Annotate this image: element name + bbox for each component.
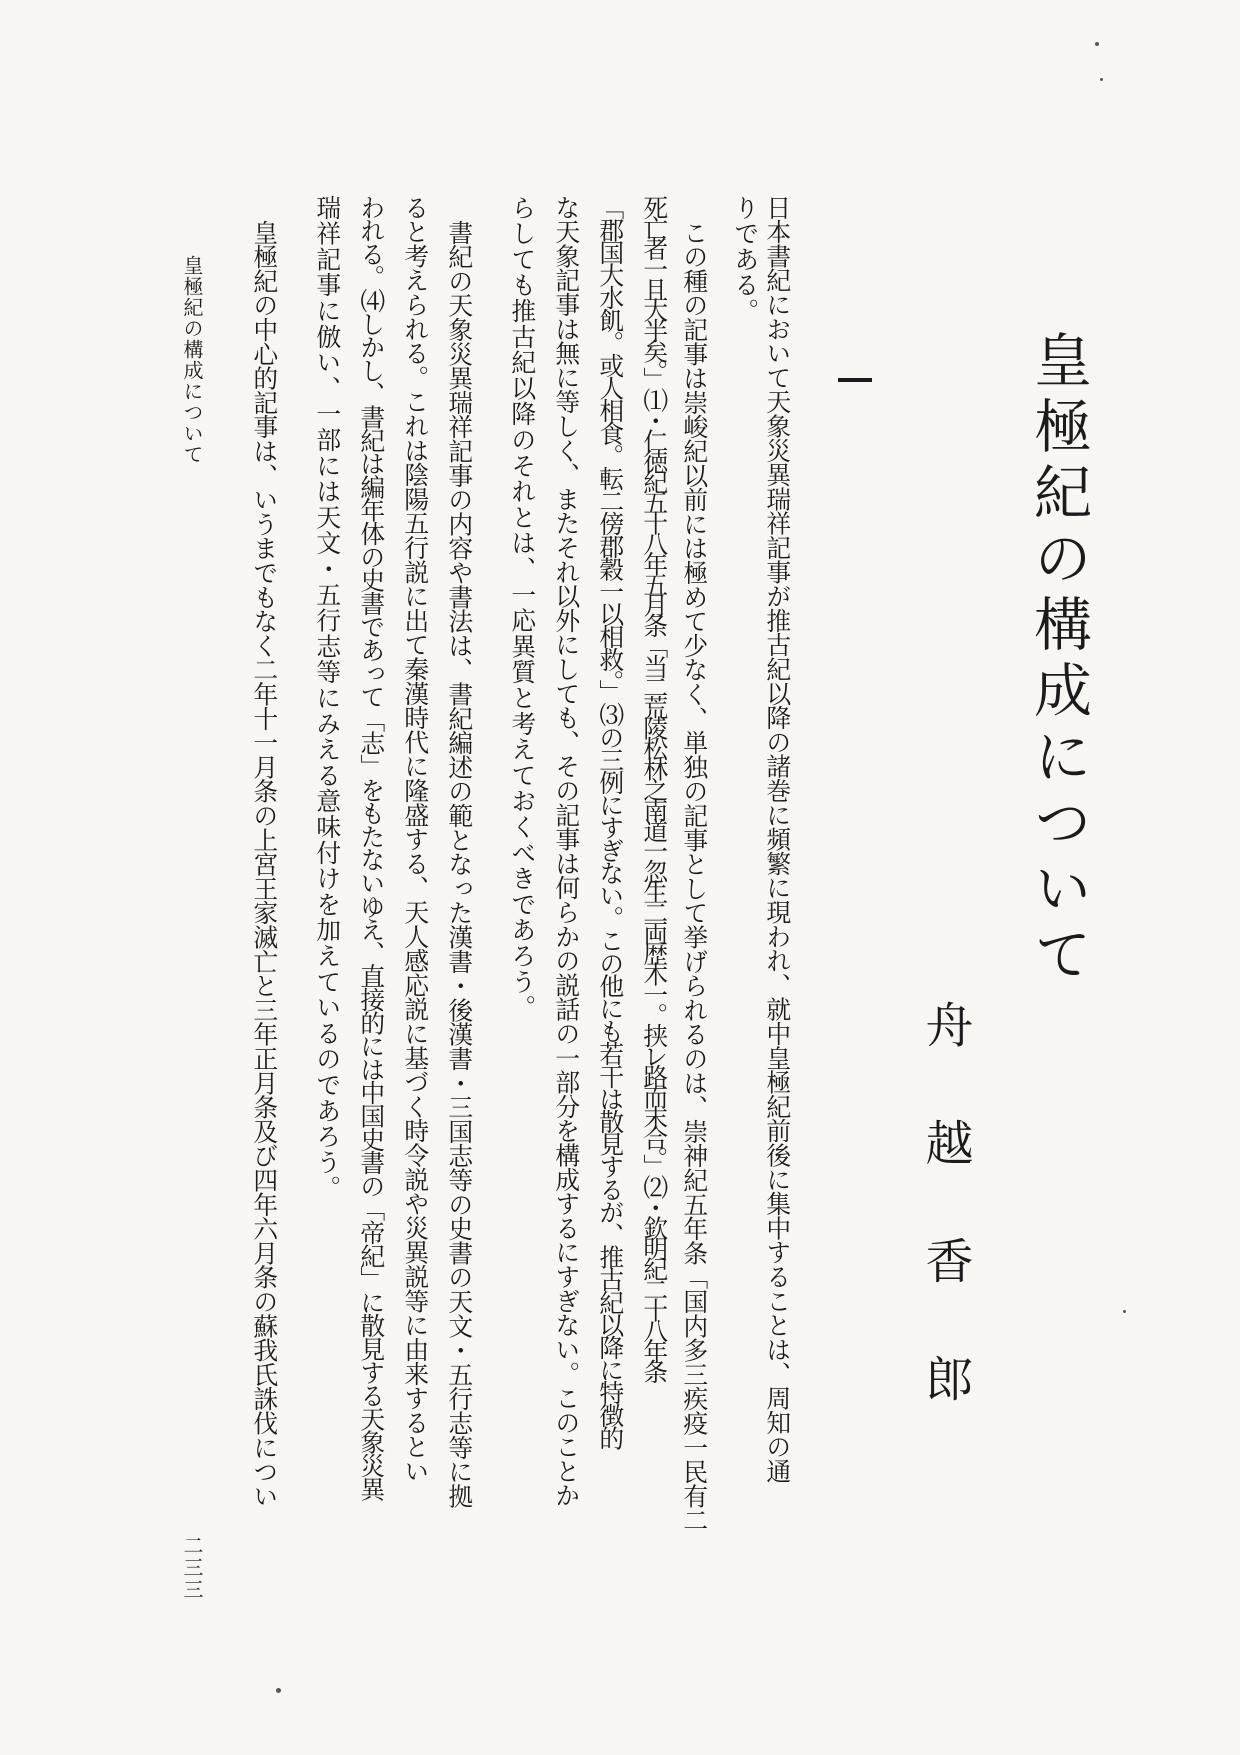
print-speck [1123,1310,1126,1313]
print-speck [276,1688,281,1693]
body-line-1: 日本書紀において天象災異瑞祥記事が推古紀以降の諸巻に頻繁に現われ、就中皇極紀前後に集中することは、周知の通 [762,195,792,1483]
page-number: 二三三 [180,1535,204,1601]
body-line-3: この種の記事は崇峻紀以前には極めて少なく、単独の記事として挙げられるのは、崇神紀五年条「国内多三疾疫一民有二 [679,220,709,1533]
print-speck [1100,78,1103,81]
running-head: 皇極紀の構成について [180,255,204,465]
body-line-2: りである。 [730,195,760,324]
body-line-7: らしても推古紀以降のそれとは、一応異質と考えておくべきであろう。 [507,195,537,1021]
body-line-9: ると考えられる。これは陰陽五行説に出て秦漢時代に隆盛する、天人感応説に基づく時令説や災異説等に由来するとい [400,195,430,1483]
body-line-5: 「郡国大水飢。或人相食。転二傍郡穀一以相救。」⑶の三例にすぎない。この他にも若干は散見するが、推古紀以降に特徴的 [595,195,625,1449]
body-line-12: 皇極紀の中心的記事は、いうまでもなく二年十一月条の上宮王家滅亡と三年正月条及び四年六月条の蘇我氏誅伐につい [249,220,279,1508]
body-line-4: 死亡者一且大半矣。」⑴・仁徳紀五十八年五月条「当二荒陵松林之南道一忽生二両歴木一。挟レ路而末合。」⑵・欽明紀二十八年条 [639,195,669,1380]
body-line-6: な天象記事は無に等しく、またそれ以外にしても、その記事は何らかの説話の一部分を構成するにすぎない。このことか [551,195,581,1508]
body-line-8: 書紀の天象災異瑞祥記事の内容や書法は、書紀編述の範となった漢書・後漢書・三国志等の史書の天文・五行志等に拠 [444,220,474,1508]
author-name: 舟越香郎 [917,1000,973,1472]
body-line-11: 瑞祥記事に倣い、一部には天文・五行志等にみえる意味付けを加えているのであろう。 [312,195,342,1202]
print-speck [1095,42,1099,46]
section-number-one [838,378,872,382]
body-line-10: われる。⑷しかし、書紀は編年体の史書であって「志」をもたないゆえ、直接的には中国史書の「帝紀」に散見する天象災異 [356,195,386,1500]
article-title: 皇極紀の構成について [1024,330,1092,990]
